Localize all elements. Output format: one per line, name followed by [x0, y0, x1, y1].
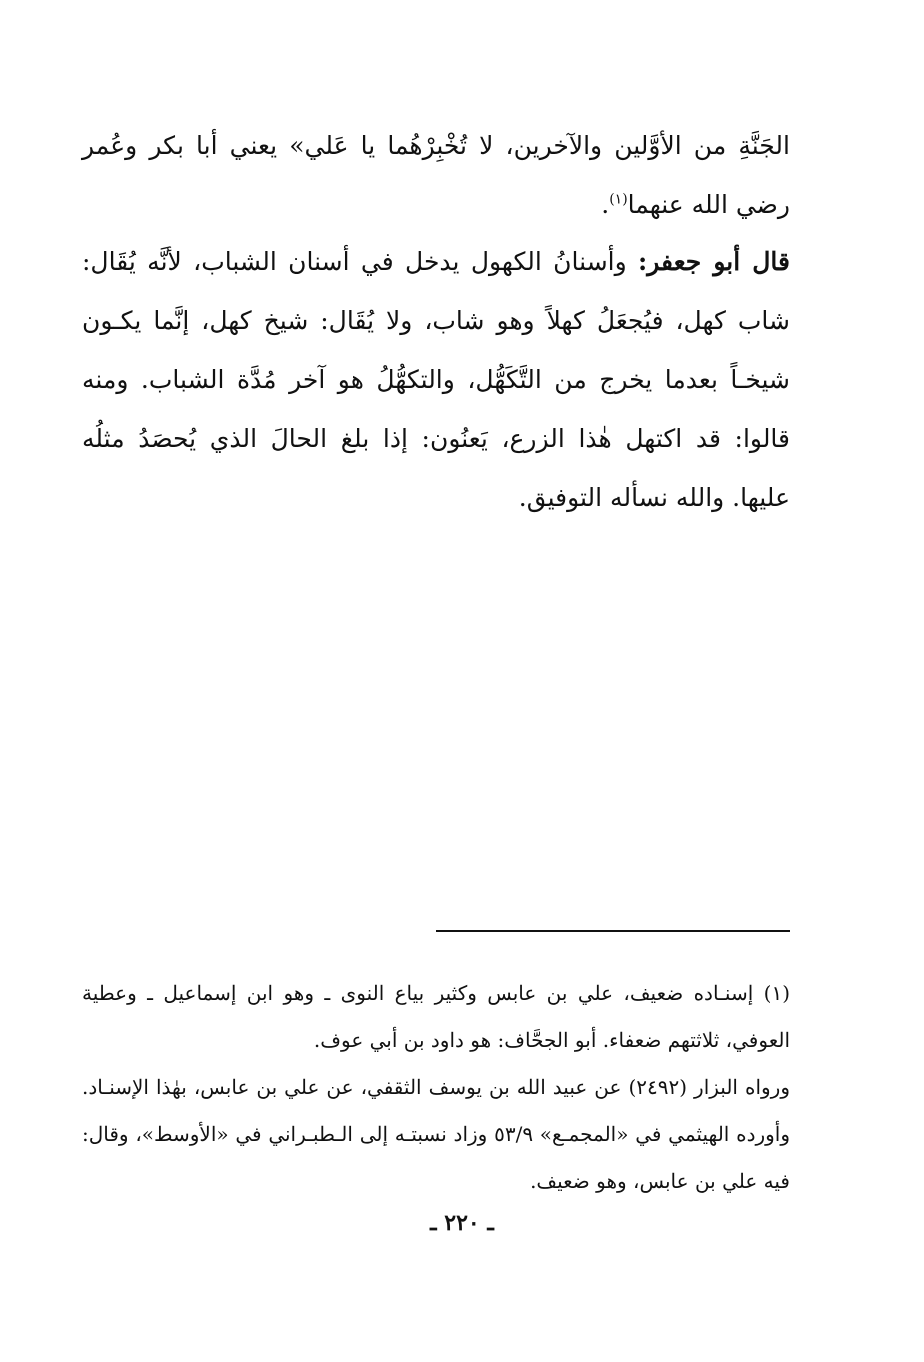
footnote-divider [436, 930, 790, 932]
footnote-ref-1: (١) [609, 191, 628, 208]
footnote-1-continuation: ورواه البزار (٢٤٩٢) عن عبيد الله بن يوسف الثقفي، عن علي بن عابس، بهٰذا الإسنـاد. وأورده الهيثمي في «المجمـع» ٥٣/٩ وزاد نسبتـه إلى الـطبـراني في «الأوسط»، وقال: فيه علي بن عابس، وهو ضعيف. [82, 1075, 791, 1193]
main-paragraph-2 [82, 232, 790, 527]
speaker-label: قال أبو جعفر: [638, 247, 790, 276]
paragraph-1-text: الجَنَّةِ من الأوَّلين والآخرين، لا تُخْبِرْهُما يا عَلي» يعني أبا بكر وعُمر رضي الله عنهما [82, 131, 790, 219]
footnotes [82, 970, 790, 1205]
paragraph-2-text: وأسنانُ الكهول يدخل في أسنان الشباب، لأنَّه يُقَال: شاب كهل، فيُجعَلُ كهلاً وهو شاب، ولا يُقَال: شيخ كهل، إنَّما يكـون شيخـاً بعدما يخرج من التَّكَهُّل، والتكهُّلُ هو آخر مُدَّة الشباب. ومنه قالوا: قد اكتهل هٰذا الزرع، يَعنُون: إذا بلغ الحالَ الذي يُحصَدُ مثلُه عليها. والله نسأله التوفيق. [82, 247, 790, 512]
page-number: ـ ٢٢٠ ـ [430, 1210, 494, 1236]
footnote-1: (١) إسنـاده ضعيف، علي بن عابس وكثير بياع النوى ـ وهو ابن إسماعيل ـ وعطية العوفي، ثلاثتهم ضعفاء. أبو الجحَّاف: هو داود بن أبي عوف. [82, 981, 790, 1052]
main-paragraph-1 [82, 116, 790, 234]
paragraph-1-end: . [601, 190, 610, 219]
